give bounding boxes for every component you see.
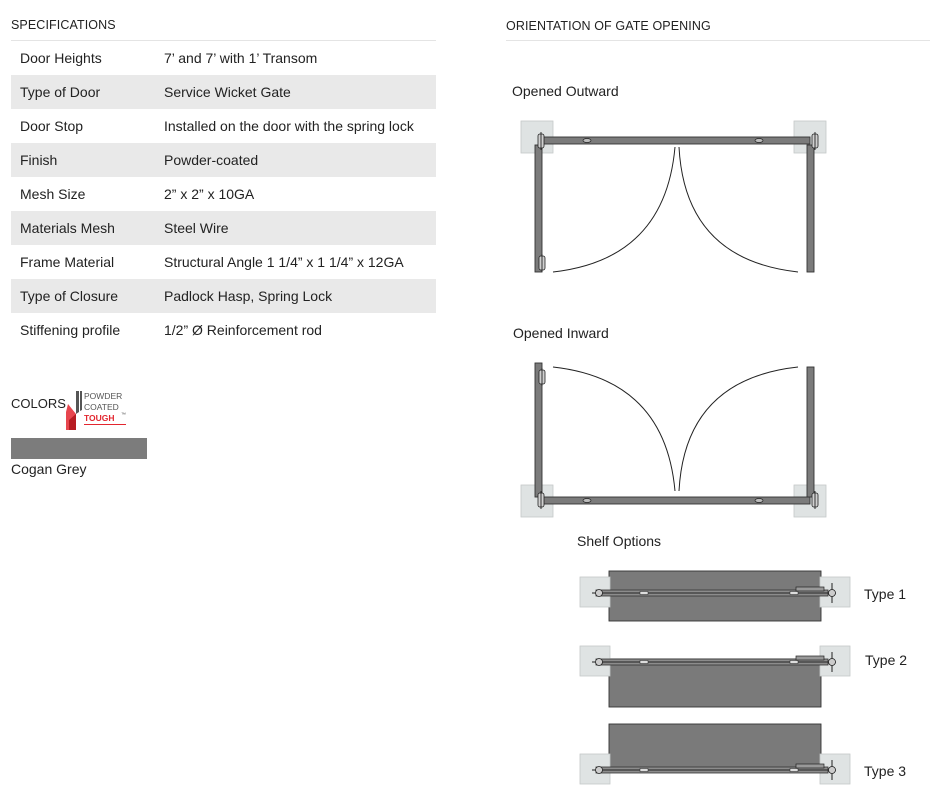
shelf-bolt-left xyxy=(596,767,603,774)
spec-value: 2” x 2” x 10GA xyxy=(164,186,255,202)
shelf-type-2-label: Type 2 xyxy=(865,652,908,668)
shelf-type-3-diagram xyxy=(578,722,853,788)
spec-value: Powder-coated xyxy=(164,143,436,177)
spec-label: Door Stop xyxy=(20,118,84,134)
specifications-table xyxy=(11,41,436,347)
spec-value: Installed on the door with the spring lock xyxy=(164,118,414,134)
spec-row xyxy=(11,245,436,279)
shelf-fitting-0 xyxy=(640,661,648,664)
specifications-heading: SPECIFICATIONS xyxy=(11,18,116,32)
opened-outward-diagram xyxy=(515,115,835,285)
spec-label: Finish xyxy=(11,143,164,177)
spec-value: Structural Angle 1 1/4” x 1 1/4” x 12GA xyxy=(164,254,404,270)
spec-row xyxy=(11,143,436,177)
swing-arc-left xyxy=(553,147,675,272)
shelf-bolt-left xyxy=(596,590,603,597)
shelf-fitting-1 xyxy=(790,769,798,772)
spec-value: Padlock Hasp, Spring Lock xyxy=(164,279,436,313)
powder-coated-tough-badge xyxy=(66,390,132,430)
gate-side-left xyxy=(535,145,542,272)
spec-label: Stiffening profile xyxy=(20,322,121,338)
spec-label: Mesh Size xyxy=(20,186,86,202)
spec-row xyxy=(11,41,436,75)
spec-label: Type of Closure xyxy=(11,279,164,313)
orientation-heading: ORIENTATION OF GATE OPENING xyxy=(506,19,711,33)
gate-rail xyxy=(542,137,810,144)
shelf-type-1-diagram xyxy=(578,568,853,626)
spec-row xyxy=(11,177,436,211)
spec-value: Steel Wire xyxy=(164,211,436,245)
gate-rail xyxy=(542,497,810,504)
gate-side-right xyxy=(807,145,814,272)
spec-row xyxy=(11,75,436,109)
opened-outward-label: Opened Outward xyxy=(512,83,619,99)
spec-row xyxy=(11,279,436,313)
rail-fitting-0 xyxy=(583,139,591,143)
shelf-options-heading: Shelf Options xyxy=(577,533,662,549)
color-swatch-name: Cogan Grey xyxy=(11,461,87,477)
colors-heading: COLORS xyxy=(11,396,66,411)
spec-row xyxy=(11,109,436,143)
spec-label: Materials Mesh xyxy=(11,211,164,245)
rail-fitting-1 xyxy=(755,139,763,143)
swing-arc-left xyxy=(553,367,675,491)
spec-row xyxy=(11,313,436,347)
rail-fitting-1 xyxy=(755,499,763,503)
spec-value: 7’ and 7’ with 1’ Transom xyxy=(164,50,318,66)
spec-label: Door Heights xyxy=(20,50,102,66)
shelf-box xyxy=(609,724,821,772)
rail-fitting-0 xyxy=(583,499,591,503)
spec-row xyxy=(11,211,436,245)
shelf-bolt-right xyxy=(829,590,836,597)
shelf-spring-lock xyxy=(796,764,824,768)
badge-line-coated: COATED xyxy=(84,402,119,412)
shelf-bolt-right xyxy=(829,659,836,666)
spec-label: Frame Material xyxy=(20,254,115,270)
shelf-fitting-0 xyxy=(640,769,648,772)
shelf-box xyxy=(609,659,821,707)
color-swatch-cogan-grey xyxy=(11,438,147,459)
shelf-fitting-0 xyxy=(640,592,648,595)
spec-label: Type of Door xyxy=(11,75,164,109)
shelf-spring-lock xyxy=(796,656,824,660)
badge-underline xyxy=(84,424,126,425)
gate-side-right xyxy=(807,367,814,497)
opened-inward-diagram xyxy=(515,355,835,525)
shelf-fitting-1 xyxy=(790,592,798,595)
badge-trademark: ™ xyxy=(121,412,126,418)
swing-arc-right xyxy=(679,147,798,272)
shelf-type-1-label: Type 1 xyxy=(864,586,907,602)
swing-arc-right xyxy=(679,367,798,491)
badge-line-tough: TOUGH xyxy=(84,413,115,423)
opened-inward-label: Opened Inward xyxy=(513,325,609,341)
shelf-fitting-1 xyxy=(790,661,798,664)
orientation-divider xyxy=(506,40,930,41)
shelf-bolt-right xyxy=(829,767,836,774)
shelf-type-3-label: Type 3 xyxy=(864,763,907,779)
shelf-spring-lock xyxy=(796,587,824,591)
spec-value: 1/2” Ø Reinforcement rod xyxy=(164,322,322,338)
shelf-type-2-diagram xyxy=(578,640,853,710)
shelf-bolt-left xyxy=(596,659,603,666)
spec-value: Service Wicket Gate xyxy=(164,75,436,109)
badge-line-powder: POWDER xyxy=(84,391,123,401)
